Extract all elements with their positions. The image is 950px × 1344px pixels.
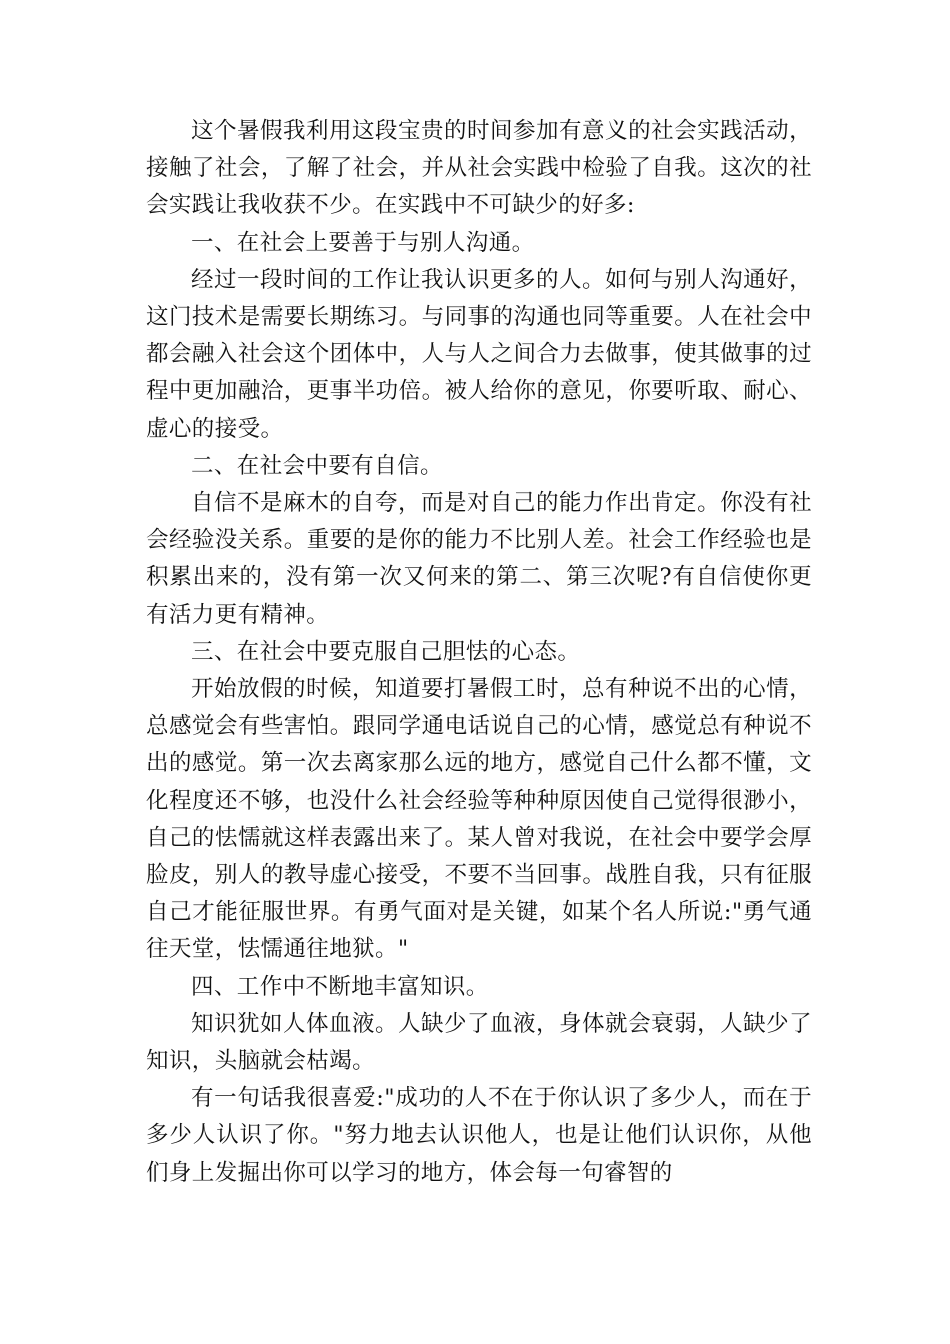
paragraph-4: 知识犹如人体血液。人缺少了血液，身体就会衰弱，人缺少了知识，头脑就会枯竭。: [146, 1010, 812, 1075]
paragraph-5: 有一句话我很喜爱:"成功的人不在于你认识了多少人，而在于多少人认识了你。"努力地去认识他人，也是让他们认识你，从他们身上发掘出你可以学习的地方，体会每一句睿智的: [146, 1085, 812, 1186]
heading-4: 四、工作中不断地丰富知识。: [191, 973, 489, 1000]
paragraph-intro: 这个暑假我利用这段宝贵的时间参加有意义的社会实践活动，接触了社会，了解了社会，并从社会实践中检验了自我。这次的社会实践让我收获不少。在实践中不可缺少的好多:: [146, 118, 812, 219]
heading-2: 二、在社会中要有自信。: [191, 452, 443, 479]
paragraph-2: 自信不是麻木的自夸，而是对自己的能力作出肯定。你没有社会经验没关系。重要的是你的能力不比别人差。社会工作经验也是积累出来的，没有第一次又何来的第二、第三次呢?有自信使你更有活力更有精神。: [146, 490, 812, 628]
document-body: [146, 113, 812, 1192]
heading-1: 一、在社会上要善于与别人沟通。: [191, 229, 535, 256]
heading-3: 三、在社会中要克服自己胆怯的心态。: [191, 638, 581, 665]
paragraph-1: 经过一段时间的工作让我认识更多的人。如何与别人沟通好，这门技术是需要长期练习。与同事的沟通也同等重要。人在社会中都会融入社会这个团体中，人与人之间合力去做事，使其做事的过程中更加融洽，更事半功倍。被人给你的意见，你要听取、耐心、虚心的接受。: [146, 266, 812, 442]
paragraph-3: 开始放假的时候，知道要打暑假工时，总有种说不出的心情，总感觉会有些害怕。跟同学通电话说自己的心情，感觉总有种说不出的感觉。第一次去离家那么远的地方，感觉自己什么都不懂，文化程度还不够，也没什么社会经验等种种原因使自己觉得很渺小，自己的怯懦就这样表露出来了。某人曾对我说，在社会中要学会厚脸皮，别人的教导虚心接受，不要不当回事。战胜自我，只有征服自己才能征服世界。有勇气面对是关键，如某个名人所说:"勇气通往天堂，怯懦通往地狱。": [146, 676, 812, 963]
